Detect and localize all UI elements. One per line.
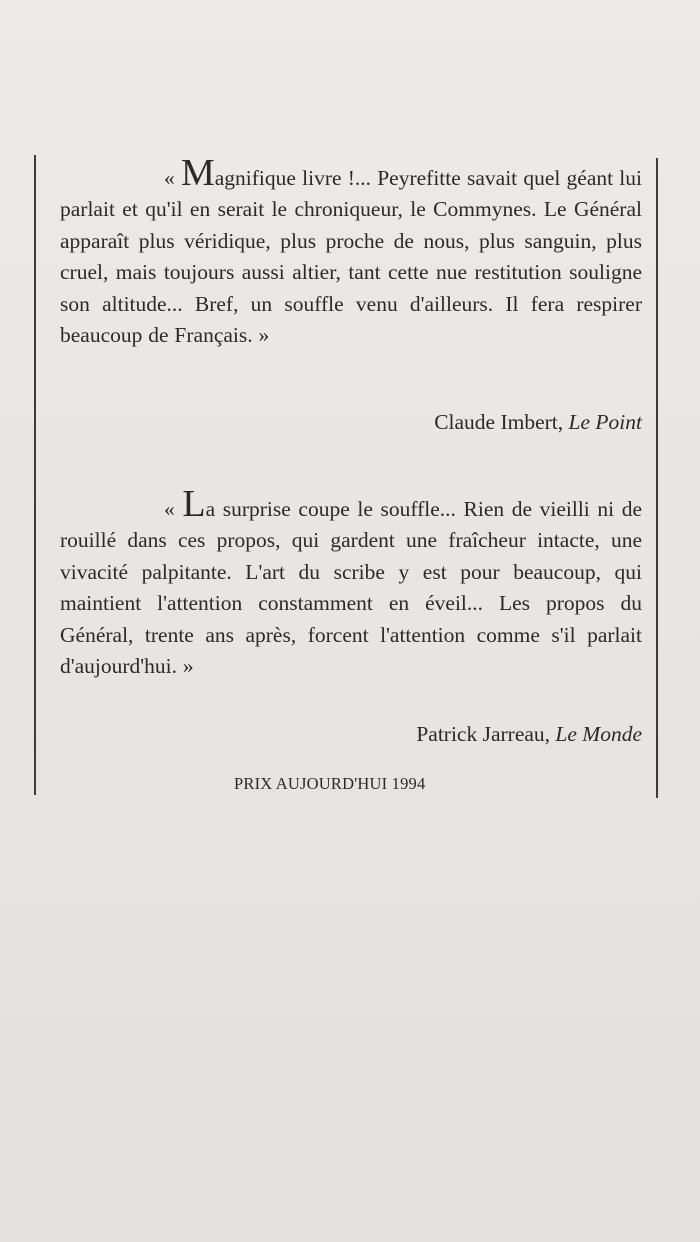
quote-text: agnifique livre !... Peyrefitte savait quel géant lui parlait et qu'il en serait le chroniqueur, le Commynes. Le Général apparaît plus véridique, plus proche de nous, plus sanguin, plus cruel, mais toujours aussi altier, tant cette nue restitution souligne son altitude... Bref, un souffle venu d'ailleurs. Il fera respirer beaucoup de Français. » [60,166,643,348]
attribution-author: Patrick Jarreau, [416,722,556,746]
attribution-publication: Le Monde [555,722,642,746]
left-vertical-rule [34,155,36,795]
quote-open-mark: « [164,166,181,190]
quote-initial-letter: M [180,152,215,194]
quote-initial-letter: L [182,483,206,525]
review-quote-le-point [60,152,643,351]
quote-open-mark: « [164,497,183,521]
attribution-le-monde [416,720,642,748]
quote-text: a surprise coupe le souffle... Rien de vieilli ni de rouillé dans ces propos, qui gardent une fraîcheur intacte, une vivacité palpitante. L'art du scribe y est pour beaucoup, qui maintient l'attention constamment en éveil... Les propos du Général, trente ans après, forcent l'attention comme s'il parlait d'aujourd'hui. » [60,497,642,679]
prize-label: PRIX AUJOURD'HUI 1994 [234,774,426,793]
review-quote-le-monde [60,483,642,682]
attribution-author: Claude Imbert, [434,410,569,434]
attribution-le-point [434,408,642,436]
attribution-publication: Le Point [568,410,642,434]
right-vertical-rule [656,158,658,798]
